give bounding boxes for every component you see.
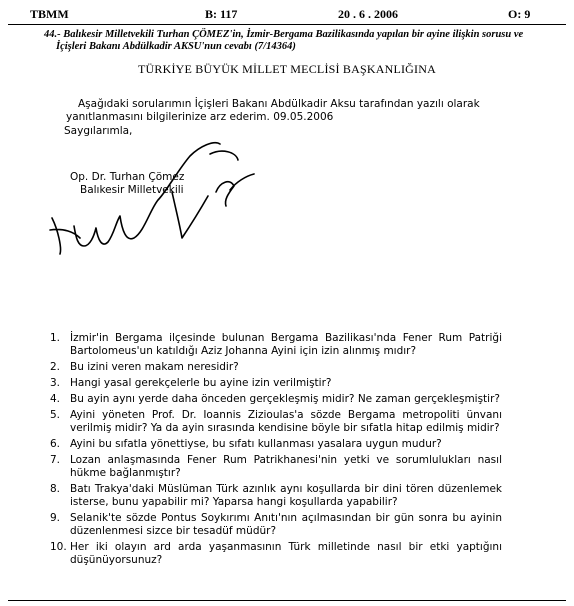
question-text: Lozan anlaşmasında Fener Rum Patrikhanesi'nin yetki ve sorumlulukları nasıl hükme bağlanmıştır?	[70, 454, 502, 479]
document-title: TÜRKİYE BÜYÜK MİLLET MECLİSİ BAŞKANLIĞINA	[138, 62, 436, 76]
question-text: İzmir'in Bergama ilçesinde bulunan Bergama Bazilikası'nda Fener Rum Patriği Bartolomeus'un katıldığı Aziz Johanna Ayini için izin alınmış mıdır?	[70, 332, 502, 357]
signer-name: Op. Dr. Turhan Çömez	[70, 171, 185, 183]
question-item	[50, 361, 502, 374]
question-text: Bu izini veren makam neresidir?	[70, 361, 239, 373]
subject-heading	[44, 29, 546, 53]
question-number: 8.	[50, 483, 61, 495]
question-number: 6.	[50, 438, 61, 450]
question-text: Batı Trakya'daki Müslüman Türk azınlık aynı koşullarda bir dini tören düzenlemek isterse, bunu yapabilir mi? Yaparsa hangi koşullarda yapabilir?	[70, 483, 502, 508]
question-text: Bu ayin aynı yerde daha önceden gerçekleşmiş midir? Ne zaman gerçekleşmiştir?	[70, 393, 500, 405]
header-divider	[8, 24, 566, 25]
body-line-2: yanıtlanmasını bilgilerinize arz ederim. 09.05.2006	[66, 111, 334, 123]
question-number: 3.	[50, 377, 61, 389]
handwritten-signature	[40, 130, 270, 260]
question-item	[50, 483, 502, 509]
question-item	[50, 512, 502, 538]
question-number: 10.	[50, 541, 67, 553]
greeting: Saygılarımla,	[64, 125, 133, 137]
question-item	[50, 409, 502, 435]
question-text: Her iki olayın ard arda yaşanmasının Türk milletinde nasıl bir etki yaptığını düşünüyorsunuz?	[70, 541, 502, 566]
question-number: 1.	[50, 332, 61, 344]
question-text: Selanik'te sözde Pontus Soykırımı Anıtı'nın açılmasından bir gün sonra bu ayinin düzenlenmesi sizce bir tesadüf müdür?	[70, 512, 502, 537]
question-item	[50, 541, 502, 567]
body-line-1: Aşağıdaki sorularımın İçişleri Bakanı Abdülkadir Aksu tarafından yazılı olarak	[78, 98, 480, 110]
letter-body	[66, 98, 506, 124]
question-number: 7.	[50, 454, 61, 466]
signer-title: Balıkesir Milletvekili	[80, 184, 184, 196]
header-date: 20 . 6 . 2006	[338, 7, 398, 21]
question-text: Ayini yöneten Prof. Dr. Ioannis Zizioulas'a sözde Bergama metropoliti ünvanı verilmiş midir? Ya da ayin sırasında kendisine böyle bir sıfatla hitap edilmiş midir?	[70, 409, 502, 434]
question-number: 5.	[50, 409, 61, 421]
question-number: 9.	[50, 512, 61, 524]
subject-prefix: 44.-	[44, 29, 61, 40]
question-text: Ayini bu sıfatla yönettiyse, bu sıfatı kullanması yasalara uygun mudur?	[70, 438, 442, 450]
header-session: B: 117	[205, 7, 238, 21]
subject-text: Balıkesir Milletvekili Turhan ÇÖMEZ'in, İzmir-Bergama Bazilikasında yapılan bir ayine ilişkin sorusu ve İçişleri Bakanı Abdülkadir AKSU'nun cevabı (7/14364)	[56, 29, 524, 52]
question-text: Hangi yasal gerekçelerle bu ayine izin verilmiştir?	[70, 377, 332, 389]
question-item	[50, 454, 502, 480]
question-item	[50, 377, 502, 390]
footer-divider	[8, 600, 566, 601]
question-item	[50, 438, 502, 451]
question-item	[50, 393, 502, 406]
question-item	[50, 332, 502, 358]
question-number: 2.	[50, 361, 61, 373]
header-tbmm: TBMM	[30, 7, 69, 21]
question-number: 4.	[50, 393, 61, 405]
question-list	[50, 332, 502, 570]
header-number: O: 9	[508, 7, 531, 21]
